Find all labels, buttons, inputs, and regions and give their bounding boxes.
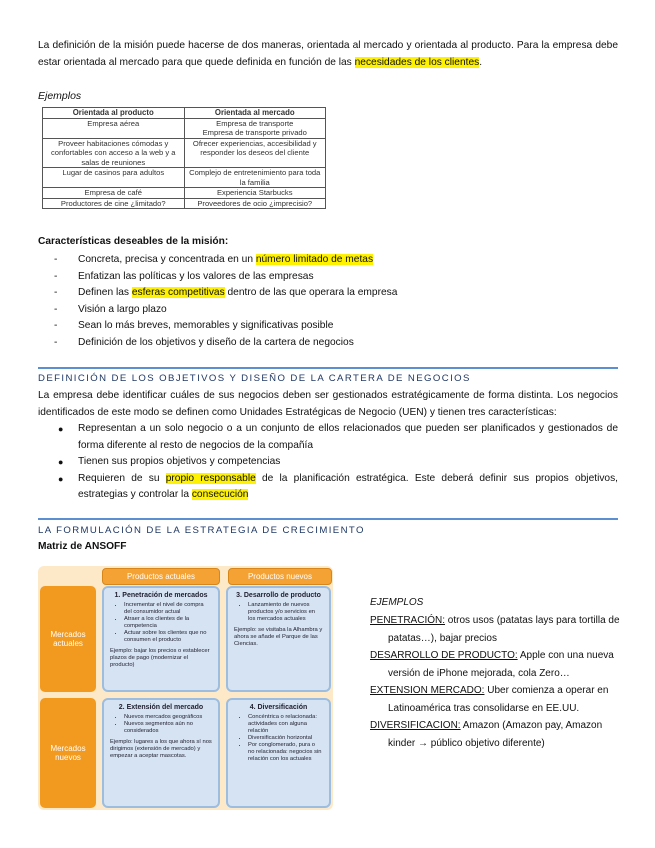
feature-item <box>54 318 618 335</box>
ansoff-box-item: • Por conglomerado, pura o no relacionada: negocios sin relación con los actuales <box>248 742 323 763</box>
ejemplo-label: PENETRACIÓN: <box>370 615 446 626</box>
ansoff-box-item: • Lanzamiento de nuevos productos y/o servicios en los mercados actuales <box>248 602 323 623</box>
table-cell: Complejo de entretenimiento para toda la familia <box>184 168 326 188</box>
section-heading-growth: LA FORMULACIÓN DE LA ESTRATEGIA DE CRECIMIENTO <box>38 525 365 536</box>
ejemplo-text: Apple con una nueva versión de iPhone mejorada, cola Zero… <box>388 650 614 679</box>
ansoff-matrix <box>38 566 333 810</box>
ansoff-box-list <box>234 714 323 763</box>
intro-end: . <box>479 57 483 68</box>
uen-text: Representan a un solo negocio o a un conjunto de ellos relacionados que pueden ser planificados y gestionados de forma diferente al resto de negocios de la compañía <box>78 423 618 451</box>
dash-marker: - <box>54 336 58 348</box>
row-header-label: Mercados nuevos <box>50 744 86 762</box>
table-header: Orientada al mercado <box>184 108 326 119</box>
ansoff-box-item: • Nuevos mercados geográficos <box>124 714 212 721</box>
ejemplo-item <box>370 717 620 752</box>
uen-item <box>58 421 618 454</box>
table-row <box>43 168 326 188</box>
table-row <box>43 188 326 199</box>
ansoff-box-item: • Concéntrica o relacionada: actividades con alguna relación <box>248 714 323 735</box>
bullet-marker: ● <box>58 473 64 484</box>
ansoff-box-item: • Nuevos segmentos aún no considerados <box>124 721 212 735</box>
table-cell: Experiencia Starbucks <box>184 188 326 199</box>
ansoff-box-list <box>110 714 212 735</box>
uen-list <box>58 421 619 504</box>
feature-text: Enfatizan las políticas y los valores de las empresas <box>78 270 314 282</box>
ansoff-box-list <box>234 602 323 623</box>
ejemplo-label: DIVERSIFICACION: <box>370 720 461 731</box>
uen-highlight: consecución <box>191 489 249 500</box>
feature-highlight: número limitado de metas <box>255 254 374 265</box>
feature-item <box>54 269 618 286</box>
dash-marker: - <box>54 254 58 265</box>
intro-paragraph <box>38 37 618 71</box>
mission-table <box>42 107 326 209</box>
ansoff-row-header <box>40 698 96 808</box>
section-divider <box>38 367 618 369</box>
dash-marker: - <box>54 287 58 298</box>
ejemplo-text: Amazon (Amazon pay, Amazon kinder → público objetivo diferente) <box>388 720 603 749</box>
ejemplo-label: DESARROLLO DE PRODUCTO: <box>370 650 518 661</box>
ansoff-box-example: Ejemplo: se visitaba la Alhambra y ahora se añade el Parque de las Ciencias. <box>234 627 323 647</box>
features-list <box>54 252 618 351</box>
bullet-marker: ● <box>58 457 64 467</box>
table-cell: Empresa de café <box>43 188 185 199</box>
row-header-label: Mercados actuales <box>50 630 86 648</box>
ejemplo-text: Uber comienza a operar en Latinoamérica tras consolidarse en EE.UU. <box>388 685 609 714</box>
intro-text: La definición de la misión puede hacerse de dos maneras, orientada al mercado y orientada al producto. Para la empresa debe estar orientada al mercado para que quede definida en función de las <box>38 40 618 68</box>
ejemplos-title: EJEMPLOS <box>370 597 424 608</box>
table-cell: Empresa de transporte Empresa de transporte privado <box>184 118 326 138</box>
uen-text: Requieren de su <box>78 472 166 484</box>
feature-item <box>54 285 618 302</box>
ansoff-box-item: • Incrementar el nivel de compra del consumidor actual <box>124 602 212 616</box>
feature-text: Definen las <box>78 287 132 298</box>
section-divider <box>38 518 618 520</box>
table-cell: Ofrecer experiencias, accesibilidad y responder los deseos del cliente <box>184 138 326 168</box>
table-cell: Proveer habitaciones cómodas y confortables con acceso a la web y a salas de reuniones <box>43 138 185 168</box>
section1-paragraph: La empresa debe identificar cuáles de sus negocios deben ser gestionados estratégicamente de forma distinta. Los negocios identificados de este modo se definen como Unidades Estratégicas de Negocio (UEN) y tienen tres características: <box>38 390 618 418</box>
ansoff-box-title: 1. Penetración de mercados <box>114 592 208 599</box>
uen-text: de la planificación estratégica. Este deberá definir sus propios objetivos, estrategias y controlar la <box>78 472 619 500</box>
ansoff-box-example: Ejemplo: bajar los precios o establecer plazos de pago (modernizar el producto) <box>110 648 210 668</box>
ansoff-box-title: 3. Desarrollo de producto <box>236 592 321 599</box>
dash-marker: - <box>54 270 58 282</box>
examples-label: Ejemplos <box>38 90 82 102</box>
ejemplos-list <box>370 612 620 752</box>
feature-highlight: esferas competitivas <box>131 287 225 298</box>
ansoff-row-header <box>40 586 96 692</box>
ejemplo-item <box>370 647 620 682</box>
table-row <box>43 118 326 138</box>
table-row <box>43 198 326 209</box>
table-cell: Lugar de casinos para adultos <box>43 168 185 188</box>
table-cell: Productores de cine ¿limitado? <box>43 198 185 209</box>
table-row <box>43 138 326 168</box>
table-header: Orientada al producto <box>43 108 185 119</box>
ansoff-box-diversification <box>226 698 331 808</box>
feature-text: Definición de los objetivos y diseño de la cartera de negocios <box>78 336 354 348</box>
ansoff-box-item: • Actuar sobre los clientes que no consumen el producto <box>124 630 212 644</box>
ansoff-box-example: Ejemplo: lugares a los que ahora sí nos dirigimos (extensión de mercado) y empezar a aceptar mascotas. <box>110 739 212 759</box>
intro-highlight: necesidades de los clientes <box>354 57 480 68</box>
ejemplo-label: EXTENSION MERCADO: <box>370 685 485 696</box>
ansoff-box-title: 2. Extensión del mercado <box>118 704 204 711</box>
ansoff-box-list <box>110 602 212 644</box>
table-cell: Proveedores de ocio ¿imprecisio? <box>184 198 326 209</box>
uen-item <box>58 471 619 504</box>
section-heading-objectives: DEFINICIÓN DE LOS OBJETIVOS Y DISEÑO DE LA CARTERA DE NEGOCIOS <box>38 373 471 384</box>
uen-text: Tienen sus propios objetivos y competencias <box>78 456 281 467</box>
feature-item <box>54 252 618 269</box>
feature-text: dentro de las que operara la empresa <box>224 287 398 298</box>
ansoff-box-item: • Diversificación horizontal <box>248 735 323 742</box>
ansoff-subheading: Matriz de ANSOFF <box>38 541 127 552</box>
ansoff-box-item: • Atraer a los clientes de la competencia <box>124 616 212 630</box>
bullet-marker: ● <box>58 424 64 434</box>
feature-text: Concreta, precisa y concentrada en un <box>78 254 256 265</box>
ejemplo-item <box>370 682 620 717</box>
dash-marker: - <box>54 303 58 315</box>
features-title: Características deseables de la misión: <box>38 236 229 247</box>
uen-item <box>58 454 618 471</box>
ansoff-box-title: 4. Diversificación <box>249 704 308 711</box>
feature-text: Sean lo más breves, memorables y significativas posible <box>78 320 334 331</box>
ansoff-box-product-development <box>226 586 331 692</box>
ansoff-col-header: Productos nuevos <box>228 568 332 585</box>
feature-item <box>54 335 618 352</box>
ejemplo-item <box>370 612 620 647</box>
dash-marker: - <box>54 320 58 331</box>
feature-text: Visión a largo plazo <box>78 303 167 315</box>
feature-item <box>54 302 618 319</box>
ansoff-col-header: Productos actuales <box>102 568 220 585</box>
ejemplo-text: otros usos (patatas lays para tortilla de patatas…), bajar precios <box>388 615 620 644</box>
table-cell: Empresa aérea <box>43 118 185 138</box>
uen-highlight: propio responsable <box>165 472 256 484</box>
ansoff-box-penetration <box>102 586 220 692</box>
ansoff-box-market-extension <box>102 698 220 808</box>
